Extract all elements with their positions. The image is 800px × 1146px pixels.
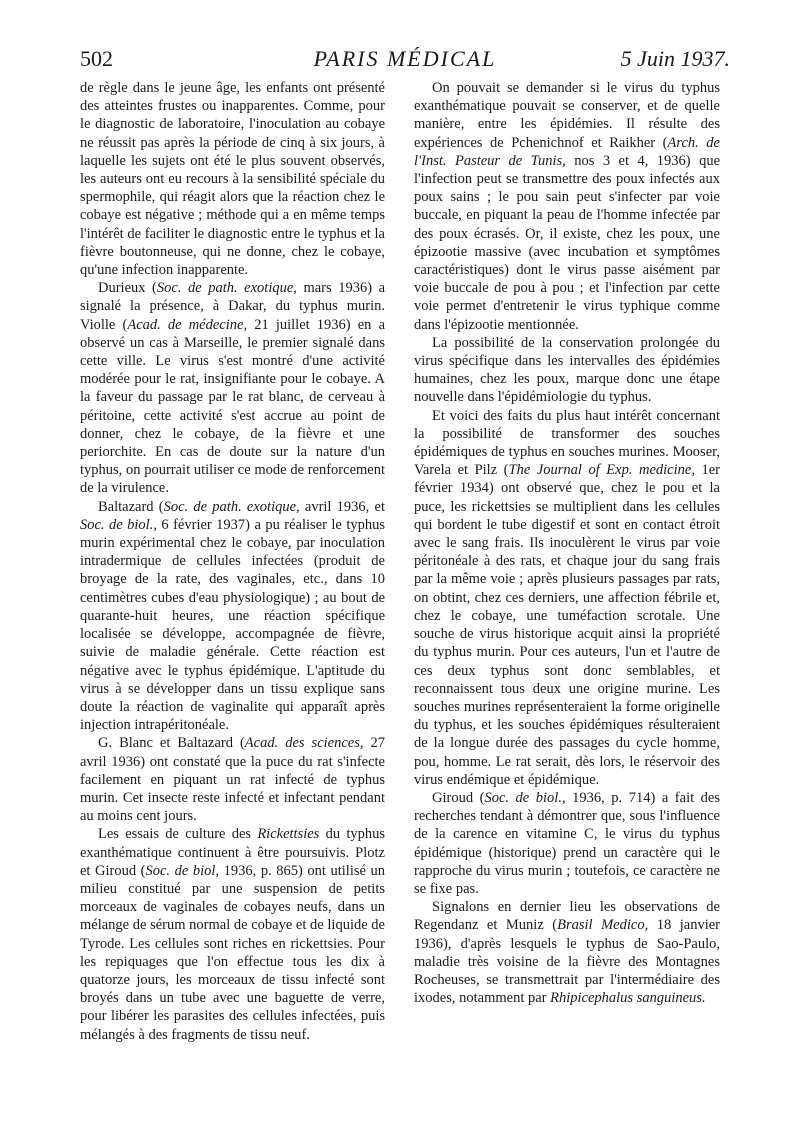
citation: The Journal of Exp. medicine, — [508, 462, 695, 479]
paragraph: de règle dans le jeune âge, les enfants ont présenté des atteintes frustes ou inapparentes. Comme, pour le diagnostic de laboratoire, l'inoculation au cobaye ne réussit pas après la période de cinq à six jours, à laquelle les sujets ont été le plus souvent observés, les auteurs ont eu recours à la sensibilité spéciale du spermophile, qui réagit alors que la réaction chez le cobaye est négative ; méthode qui a en même temps l'intérêt de faciliter le diagnostic entre le typhus et la fièvre boutonneuse, qui ne donne, chez le cobaye, qu'une infection inapparente. — [80, 80, 385, 279]
paragraph: Giroud (Soc. de biol., 1936, p. 714) a fait des recherches tendant à démontrer que, sous l'influence de la carence en vitamine C, le virus du typhus épidémique (historique) prend un caractère qui le rapproche du virus murin ; toutefois, ce caractère ne se fixe pas. — [414, 789, 720, 897]
page-header — [80, 44, 730, 76]
paragraph: Baltazard (Soc. de path. exotique, avril 1936, et Soc. de biol., 6 février 1937) a pu réaliser le typhus murin expérimental chez le cobaye, par inoculation intradermique de cellules infectées (produit de broyage de la rate, des vaginales, etc., dans 10 centimètres cubes d'eau physiologique) ; au bout de quarante-huit heures, une réaction spécifique localisée se développe, accompagnée de fièvre, suivie de maladie générale. Cette réaction est négative avec le typhus épidémique. L'aptitude du virus à se développer dans un tissu explique sans doute la réaction de vaginalite qui apparaît après injection intrapéritonéale. — [80, 498, 385, 734]
paragraph: Et voici des faits du plus haut intérêt concernant la possibilité de transformer des souches épidémiques de typhus en souches murines. Mooser, Varela et Pilz (The Journal of Exp. medicine, 1er février 1934) ont observé que, chez le pou et la puce, les rickettsies se multiplient dans les cellules qui bordent le tube digestif et sont en contact étroit avec le sang frais. Ils inoculèrent le virus par voie péritonéale à des rats, et chaque jour du sang frais par la même voie ; après plusieurs passages par rats, on obtint, chez ces derniers, une affection fébrile et, chez le cobaye, une tuméfaction scrotale. Une souche de virus historique acquit ainsi la propriété du typhus murin. Pour ces auteurs, l'un et l'autre de ces deux typhus sont donc semblables, et reconnaissent tous deux une origine murine. Les souches murines représenteraient la forme originelle du typhus, et les souches épidémiques résulteraient de la longue durée des passages du cycle homme, pou, homme. Le rat serait, dès lors, le réservoir des virus endémique et épidémique. — [414, 407, 721, 788]
left-column — [80, 79, 385, 1044]
citation: Soc. de path. exotique, — [163, 498, 300, 515]
citation: Brasil Medico, — [557, 917, 649, 934]
page-number: 502 — [80, 46, 113, 71]
citation: Acad. de médecine, — [127, 316, 248, 333]
issue-date: 5 Juin 1937. — [620, 46, 730, 71]
paragraph: Les essais de culture des Rickettsies du typhus exanthématique continuent à être poursuivis. Plotz et Giroud (Soc. de biol, 1936, p. 865) ont utilisé un milieu constitué par une suspension de petits morceaux de vaginales de cobayes neufs, dans un mélange de sérum normal de cobaye et de liquide de Tyrode. Les cellules sont riches en rickettsies. Pour les repiquages que l'on effectue tous les dix à quatorze jours, les morceaux de tissu infecté sont broyés dans un tube avec une baguette de verre, pour libérer les parasites des cellules infectées, puis mélangés à des fragments de tissu neuf. — [80, 826, 386, 1043]
citation: Soc. de biol., — [484, 789, 566, 806]
citation: Soc. de biol, — [145, 862, 220, 879]
paragraph: On pouvait se demander si le virus du typhus exanthématique pouvait se conserver, et de quelle manière, entre les épidémies. Il résulte des expériences de Pchenichnof et Raikher (Arch. de l'Inst. Pasteur de Tunis, nos 3 et 4, 1936) que l'infection peut se transmettre des poux infectés aux poux sains ; le pou sain peut s'infecter par voie buccale, en piquant la peau de l'homme infectée par des poux écrasés. Or, il existe, chez les poux, une épizootie massive (avec incubation et symptômes caractéristiques) dont le virus passe aisément par voie buccale de pou à pou ; et l'infection par cette voie permet d'entretenir le virus typhique comme dans l'épizootie mentionnée. — [414, 80, 721, 333]
citation: Arch. de l'Inst. Pasteur de Tunis, — [414, 134, 720, 169]
right-column — [414, 79, 720, 1007]
paragraph: Signalons en dernier lieu les observations de Regendanz et Muniz (Brasil Medico, 18 janvier 1936), d'après lesquels le typhus de Sao-Paulo, maladie très voisine de la fièvre des Montagnes Rocheuses, se transmettrait par l'intermédiaire des ixodes, notamment par Rhipicephalus sanguineus. — [414, 899, 720, 1007]
journal-title: PARIS MÉDICAL — [313, 46, 497, 71]
taxon: Rickettsies — [257, 826, 320, 843]
paragraph: G. Blanc et Baltazard (Acad. des sciences, 27 avril 1936) ont constaté que la puce du rat s'infecte facilement en piquant un rat infecté de typhus murin. Cet insecte reste infecté et infectant pendant au moins cent jours. — [80, 735, 386, 825]
paragraph: Durieux (Soc. de path. exotique, mars 1936) a signalé la présence, à Dakar, du typhus murin. Violle (Acad. de médecine, 21 juillet 1936) en a observé un cas à Marseille, le premier signalé dans cette ville. Le virus s'est montré d'une activité modérée pour le rat, insignifiante pour le cobaye. A la faveur du passage par le rat blanc, de cerveau à péritoine, cette activité s'est accrue au point de donner, chez le cobaye, de la fièvre et une periorchite. En cas de doute sur la nature d'un typhus, on pourrait utiliser ce mode de renforcement de la virulence. — [80, 280, 386, 497]
citation: Soc. de biol., — [80, 516, 157, 533]
paragraph: La possibilité de la conservation prolongée du virus spécifique dans les intervalles des épidémies humaines, chez les poux, marque donc une étape nouvelle dans l'épidémiologie du typhus. — [414, 334, 720, 406]
citation: Acad. des sciences, — [244, 735, 364, 752]
taxon: Rhipicephalus sanguineus. — [550, 990, 706, 1007]
citation: Soc. de path. exotique, — [156, 280, 297, 297]
